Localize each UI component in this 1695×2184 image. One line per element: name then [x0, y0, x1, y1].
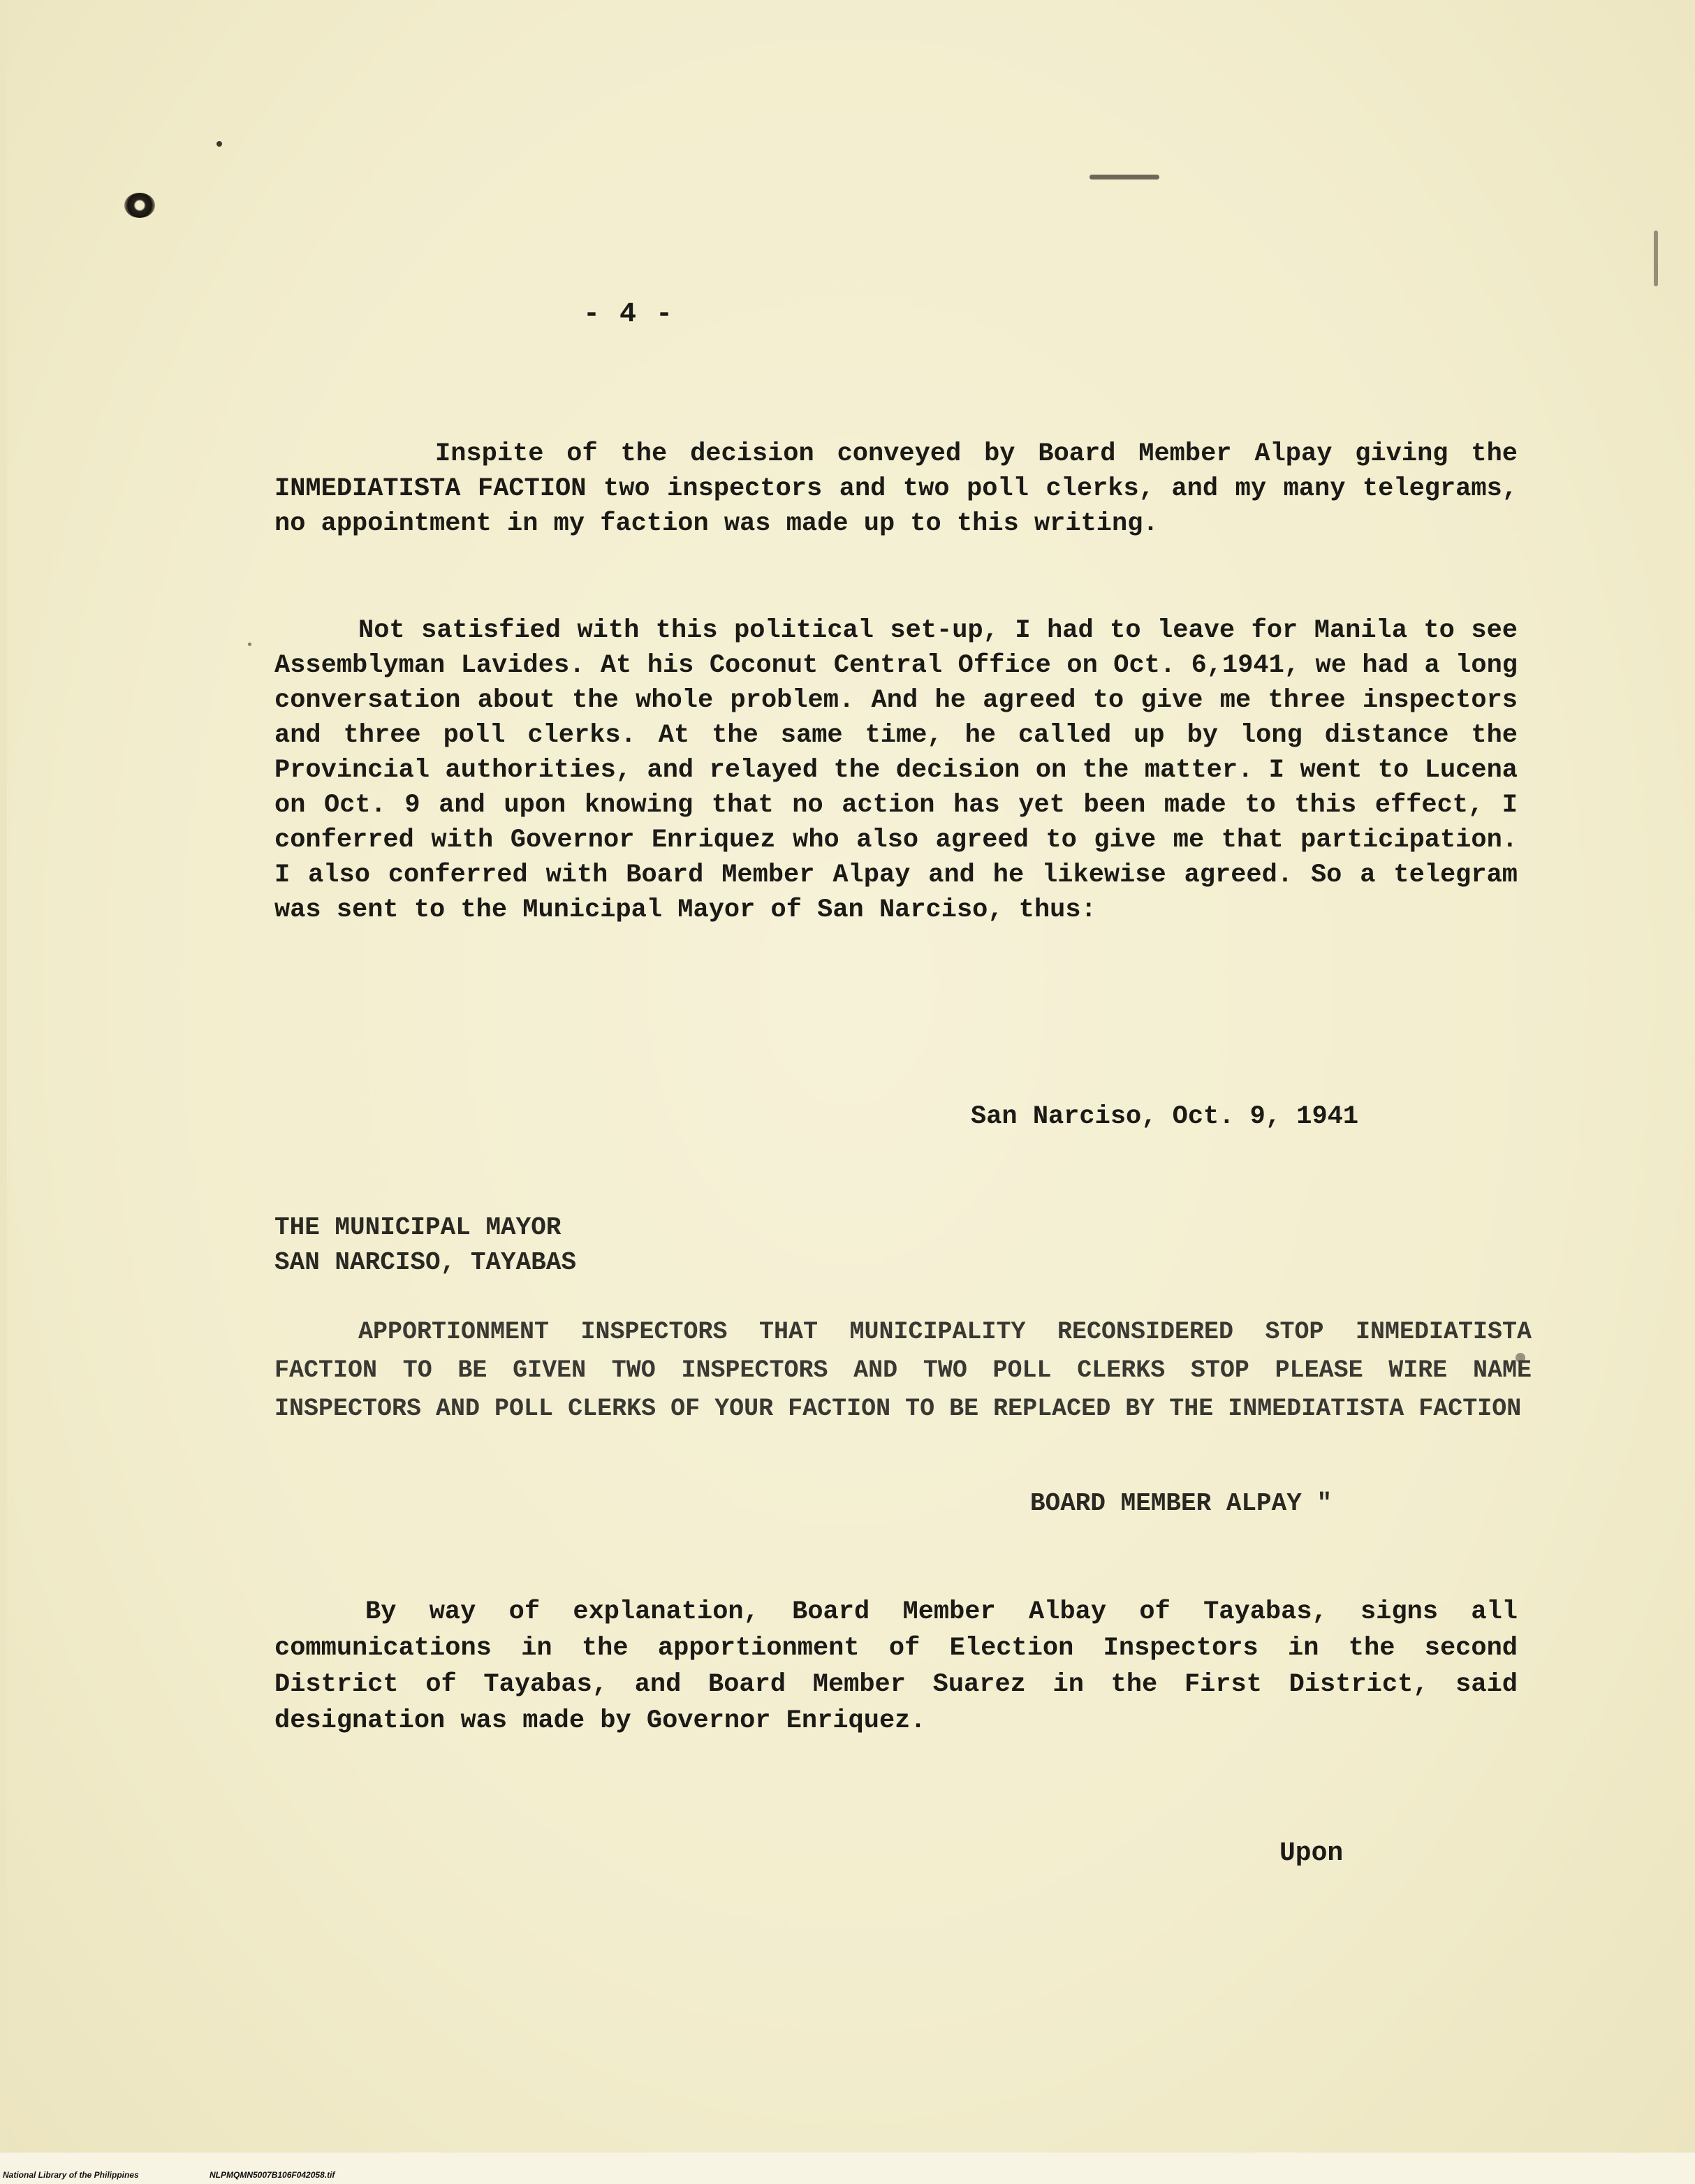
- ink-blot-stain: [124, 193, 155, 218]
- page-number: - 4 -: [583, 299, 675, 330]
- paragraph-manila-trip: Not satisfied with this political set-up, I had to leave for Manila to see Assemblyman Lavides. At his Coconut Central Office on Oct. 6,1941, we had a long conversation about the whole problem. And he agreed to give me three inspectors and three poll clerks. At the same time, he called up by long distance the Provincial authorities, and relayed the decision on the matter. I went to Lucena on Oct. 9 and upon knowing that no action has yet been made to this effect, I conferred with Governor Enriquez who also agreed to give me that participation. I also conferred with Board Member Alpay and he likewise agreed. So a telegram was sent to the Municipal Mayor of San Narciso, thus:: [274, 616, 1518, 925]
- paragraph-decision: Inspite of the decision conveyed by Board Member Alpay giving the INMEDIATISTA FACTION two inspectors and two poll clerks, and my many telegrams, no appointment in my faction was made up to this writing.: [274, 439, 1518, 538]
- telegram-dateline: San Narciso, Oct. 9, 1941: [971, 1102, 1359, 1131]
- paper-speck: [217, 141, 222, 147]
- telegram-addressee-location: SAN NARCISO, TAYABAS: [274, 1248, 577, 1277]
- telegram-body: APPORTIONMENT INSPECTORS THAT MUNICIPALITY RECONSIDERED STOP INMEDIATISTA FACTION TO BE GIVEN TWO INSPECTORS AND TWO POLL CLERKS STOP PLEASE WIRE NAME INSPECTORS AND POLL CLERKS OF YOUR FACTION TO BE REPLACED BY THE INMEDIATISTA FACTION: [274, 1318, 1532, 1423]
- continuation-catchword: Upon: [1279, 1838, 1344, 1868]
- archive-institution-label: National Library of the Philippines: [3, 2170, 139, 2180]
- paper-edge-left: [0, 0, 7, 2184]
- pencil-dash-mark: [1089, 175, 1159, 179]
- telegram-signature: BOARD MEMBER ALPAY ": [1030, 1489, 1333, 1518]
- archive-file-id: NLPMQMN5007B106F042058.tif: [210, 2170, 335, 2180]
- telegram-addressee-title: THE MUNICIPAL MAYOR: [274, 1213, 562, 1242]
- paragraph-explanation: By way of explanation, Board Member Albay of Tayabas, signs all communications in the apportionment of Election Inspectors in the second District of Tayabas, and Board Member Suarez in the First District, said designation was made by Governor Enriquez.: [274, 1597, 1518, 1736]
- paper-speck: [248, 643, 251, 646]
- margin-stain-mark: [1654, 230, 1658, 286]
